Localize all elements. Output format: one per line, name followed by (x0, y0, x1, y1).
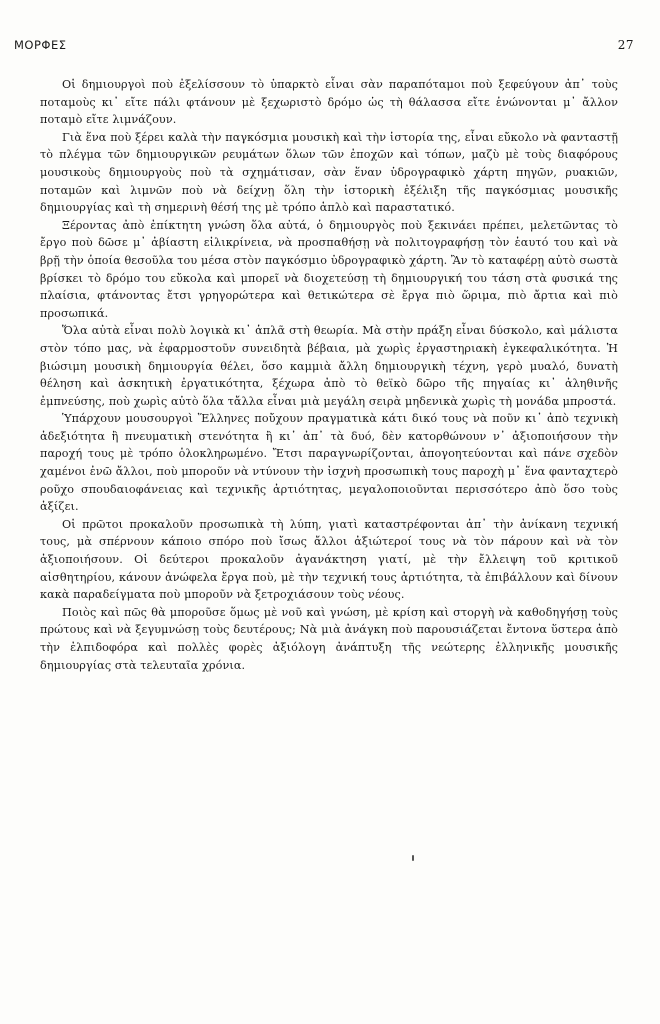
paragraph: Ξέροντας ἀπὸ ἐπίκτητη γνώση ὅλα αὐτά, ὁ δημιουργὸς ποὺ ξεκινάει πρέπει, μελετῶντας τὸ ἔργο ποὺ δῶσε μ᾿ ἀβίαστη εἰλικρίνεια, νὰ προσπαθήσῃ νὰ πολιτογραφήσῃ τὸν ἑαυτό του καὶ νὰ βρῇ τὴν ὁποία θεσοῦλα του μέσα στὸν παγκόσμιο ὑδρογραφικὸ χάρτη. Ἂν τὸ καταφέρῃ αὐτὸ σωστὰ βρίσκει τὸ δρόμο του εὔκολα καὶ μπορεῖ νὰ διοχετεύσῃ τὴ δημιουργική του τάση στὰ φυσικά της πλαίσια, φτάνοντας ἔτσι γρηγορώτερα καὶ θετικώτερα σὲ ἔργα πιὸ ὥριμα, πιὸ ἄρτια καὶ πιὸ προσωπικά. (40, 218, 618, 320)
ink-speck (412, 855, 414, 861)
paragraph: Οἱ δημιουργοὶ ποὺ ἐξελίσσουν τὸ ὑπαρκτὸ εἶναι σὰν παραπόταμοι ποὺ ξεφεύγουν ἀπ᾿ τοὺς ποταμοὺς κι᾿ εἴτε πάλι φτάνουν μὲ ξεχωριστὸ δρόμο ὡς τὴ θάλασσα εἴτε ἑνώνονται μ᾿ ἄλλον ποταμὸ εἴτε λιμνάζουν. (40, 78, 618, 127)
paragraph: Ὅλα αὐτὰ εἶναι πολὺ λογικὰ κι᾿ ἁπλᾶ στὴ θεωρία. Μὰ στὴν πράξη εἶναι δύσκολο, καὶ μάλιστα στὸν τόπο μας, νὰ ἐφαρμοστοῦν συνειδητὰ βέβαια, μὰ χωρὶς ἐργαστηριακὴ ἐγκεφαλικότητα. Ἡ βιώσιμη μουσικὴ δημιουργία θέλει, ὅσο καμμιὰ ἄλλη δημιουργικὴ τέχνη, γερὸ μυαλό, δυνατὴ θέληση καὶ ἀσκητικὴ ἐργατικότητα, ξέχωρα ἀπὸ τὸ θεϊκὸ δῶρο τῆς πηγαίας κι᾿ ἀληθινῆς ἐμπνεύσης, ποὺ χωρὶς αὐτὸ ὅλα τἄλλα εἶναι μιὰ μεγάλη σειρὰ μηδενικὰ χωρὶς τὴ μονάδα μπροστά. (40, 324, 618, 408)
paragraph: Γιὰ ἕνα ποὺ ξέρει καλὰ τὴν παγκόσμια μουσικὴ καὶ τὴν ἱστορία της, εἶναι εὔκολο νὰ φανταστῇ τὸ πλέγμα τῶν δημιουργικῶν ρευμάτων ὅλων τῶν ἐποχῶν καὶ τόπων, μαζὺ μὲ τοὺς διαφόρους μουσικοὺς δημιουργοὺς ποὺ τὰ σχημάτισαν, σὰν ἕναν ὑδρογραφικὸ χάρτη πηγῶν, ρυακιῶν, ποταμῶν καὶ λιμνῶν ποὺ νὰ δείχνῃ ὅλη τὴν ἱστορικὴ ἐξέλιξη τῆς παγκόσμιας μουσικῆς δημιουργίας καὶ τὴ σημερινὴ θέσή της μὲ τρόπο ἁπλὸ καὶ παραστατικό. (40, 130, 618, 215)
running-head (14, 38, 634, 54)
paragraph: Ποιὸς καὶ πῶς θὰ μποροῦσε ὅμως μὲ νοῦ καὶ γνώση, μὲ κρίση καὶ στοργὴ νὰ καθοδηγήσῃ τοὺς πρώτους καὶ νὰ ξεγυμνώσῃ τοὺς δευτέρους; Νὰ μιὰ ἀνάγκη ποὺ παρουσιάζεται ἔντονα ὕστερα ἀπὸ τὴν ἐλπιδοφόρα καὶ πολλὲς φορὲς ἀξιόλογη ἀνάπτυξη τῆς νεώτερης ἑλληνικῆς μουσικῆς δημιουργίας στὰ τελευταῖα χρόνια. (40, 605, 618, 672)
paragraph: Ὑπάρχουν μουσουργοὶ Ἕλληνες ποὔχουν πραγματικὰ κάτι δικό τους νὰ ποῦν κι᾿ ἀπὸ τεχνικὴ ἀδεξιότητα ἢ πνευματικὴ στενότητα ἢ κι᾿ ἀπ᾿ τὰ δυό, δὲν κατορθώνουν ν᾿ ἀξιοποιήσουν τὴν παροχή τους μὲ τρόπο ὁλοκληρωμένο. Ἔτσι παραγνωρίζονται, ἀπογοητεύονται καὶ πάνε σχεδὸν χαμένοι ἐνῶ ἄλλοι, ποὺ μποροῦν νὰ ντύνουν τὴν ἰσχνὴ προσωπικὴ τους παροχὴ μ᾿ ἕνα φανταχτερὸ ροῦχο σπουδαιοφάνειας καὶ τεχνικῆς ἀρτιότητας, μεγαλοποιοῦνται περισσότερο ἀπὸ ὅσο τοὺς ἀξίζει. (40, 412, 618, 514)
page-number: 27 (617, 38, 634, 52)
paragraph: Οἱ πρῶτοι προκαλοῦν προσωπικὰ τὴ λύπη, γιατὶ καταστρέφονται ἀπ᾿ τὴν ἀνίκανη τεχνική τους, μὰ σπέρνουν κάποιο σπόρο ποὺ ἴσως ἄλλοι ἀξιώτεροί τους νὰ τὸν πάρουν καὶ νὰ τὸν ἀξιοποιήσουν. Οἱ δεύτεροι προκαλοῦν ἀγανάκτηση γιατί, μὲ τὴν ἔλλειψη τοῦ κριτικοῦ αἰσθητηρίου, κάνουν ἀνώφελα ἔργα ποὺ, μὲ τὴν τεχνική τους ἀρτιότητα, τὰ ἐπιβάλλουν καὶ δίνουν κακὰ παραδείγματα ποὺ μποροῦν νὰ ξετροχιάσουν τοὺς νέους. (40, 517, 618, 602)
running-title: ΜΟΡΦΕΣ (14, 38, 67, 52)
body-text (40, 76, 618, 674)
